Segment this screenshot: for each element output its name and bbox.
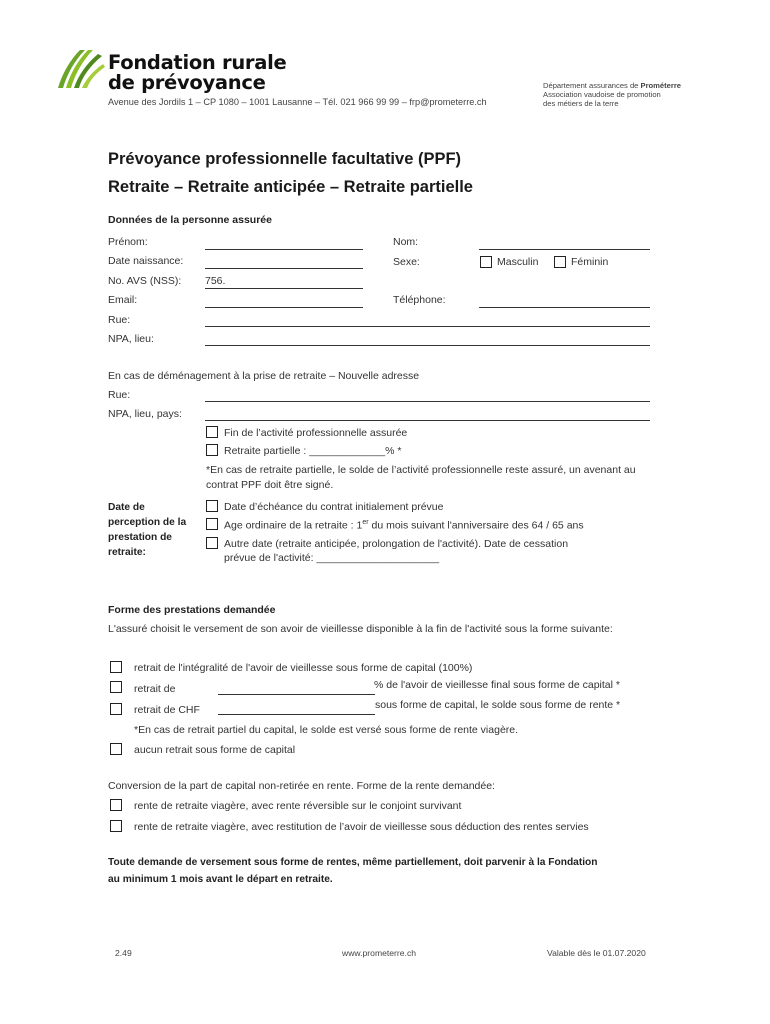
dept-line-2: Association vaudoise de promotion: [543, 90, 661, 99]
npa-field[interactable]: [205, 345, 650, 346]
move-npa-field[interactable]: [205, 420, 650, 421]
age-ordinaire-label: [224, 519, 584, 532]
echeance-label: Date d’échéance du contrat initialement prévue: [224, 501, 444, 513]
rente-reversible-checkbox[interactable]: [110, 799, 122, 811]
masculin-checkbox[interactable]: [480, 256, 492, 268]
retrait-pct-checkbox[interactable]: [110, 681, 122, 693]
move-npa-label: NPA, lieu, pays:: [108, 408, 182, 420]
insured-heading: Données de la personne assurée: [108, 214, 272, 226]
date-naissance-field[interactable]: [205, 268, 363, 269]
conversion-intro: Conversion de la part de capital non-retirée en rente. Forme de la rente demandée:: [108, 780, 495, 792]
age-ordinaire-sup: er: [362, 519, 369, 526]
retraite-partielle-label: Retraite partielle : _____________% *: [224, 445, 402, 457]
footer-validity: Valable dès le 01.07.2020: [547, 948, 646, 958]
dept-line-3: des métiers de la terre: [543, 99, 619, 108]
footer-code: 2.49: [115, 948, 132, 958]
notice-line-1: Toute demande de versement sous forme de rentes, même partiellement, doit parvenir à la Fondation: [108, 857, 598, 868]
feminin-checkbox[interactable]: [554, 256, 566, 268]
rente-restitution-label: rente de retraite viagère, avec restitution de l’avoir de vieillesse sous déduction des rentes servies: [134, 821, 589, 833]
move-rue-field[interactable]: [205, 401, 650, 402]
aucun-retrait-checkbox[interactable]: [110, 743, 122, 755]
notice-line-2: au minimum 1 mois avant le départ en retraite.: [108, 874, 333, 885]
integralite-label: retrait de l'intégralité de l'avoir de vieillesse sous forme de capital (100%): [134, 662, 473, 674]
title-line-1: Prévoyance professionnelle facultative (PPF): [108, 150, 462, 168]
npa-label: NPA, lieu:: [108, 333, 154, 345]
aucun-retrait-label: aucun retrait sous forme de capital: [134, 744, 296, 756]
autre-date-line-2: prévue de l'activité: _____________________: [224, 552, 440, 564]
header-address: Avenue des Jordils 1 – CP 1080 – 1001 Lausanne – Tél. 021 966 99 99 – frp@prometerre.ch: [108, 97, 487, 107]
retrait-pct-field[interactable]: [218, 694, 375, 695]
age-ordinaire-post: du mois suivant l'anniversaire des 64 / 65 ans: [368, 519, 584, 532]
rue-label: Rue:: [108, 314, 131, 326]
prenom-field[interactable]: [205, 249, 363, 250]
fin-activite-checkbox[interactable]: [206, 426, 218, 438]
retrait-chf-label: retrait de CHF: [134, 704, 200, 716]
avs-field[interactable]: [205, 288, 363, 289]
email-field[interactable]: [205, 307, 363, 308]
logo-line-2: de prévoyance: [108, 71, 266, 94]
dept-line-1: [543, 81, 681, 90]
sexe-label: Sexe:: [393, 256, 420, 268]
logo-mark-icon: [56, 46, 106, 90]
rente-reversible-label: rente de retraite viagère, avec rente réversible sur le conjoint survivant: [134, 800, 462, 812]
date-naissance-label: Date naissance:: [108, 255, 184, 267]
telephone-label: Téléphone:: [393, 294, 446, 306]
retrait-pct-label: retrait de: [134, 683, 176, 695]
rue-field[interactable]: [205, 326, 650, 327]
title-line-2: Retraite – Retraite anticipée – Retraite partielle: [108, 178, 473, 196]
retrait-pct-suffix: % de l'avoir de vieillesse final sous forme de capital *: [374, 679, 620, 691]
forme-intro: L'assuré choisit le versement de son avoir de vieillesse disponible à la fin de l'activité sous la forme suivante:: [108, 623, 613, 635]
move-intro: En cas de déménagement à la prise de retraite – Nouvelle adresse: [108, 370, 420, 382]
logo-line-1: Fondation rurale: [108, 51, 287, 74]
masculin-label: Masculin: [497, 256, 539, 268]
rente-restitution-checkbox[interactable]: [110, 820, 122, 832]
nom-label: Nom:: [393, 236, 419, 248]
dept-prefix: Département assurances de: [543, 81, 641, 90]
retrait-chf-field[interactable]: [218, 714, 375, 715]
retrait-chf-suffix: sous forme de capital, le solde sous forme de rente *: [375, 699, 621, 711]
age-ordinaire-pre: Age ordinaire de la retraite : 1: [224, 519, 363, 532]
feminin-label: Féminin: [571, 256, 609, 268]
autre-date-checkbox[interactable]: [206, 537, 218, 549]
prenom-label: Prénom:: [108, 236, 148, 248]
integralite-checkbox[interactable]: [110, 661, 122, 673]
dept-brand: Prométerre: [640, 81, 682, 90]
move-rue-label: Rue:: [108, 389, 131, 401]
fin-activite-label: Fin de l’activité professionnelle assurée: [224, 427, 408, 439]
retrait-note: *En cas de retrait partiel du capital, le solde est versé sous forme de rente viagère.: [134, 724, 519, 736]
telephone-field[interactable]: [479, 307, 650, 308]
age-ordinaire-checkbox[interactable]: [206, 518, 218, 530]
avs-label: No. AVS (NSS):: [108, 275, 182, 287]
forme-heading: Forme des prestations demandée: [108, 604, 276, 616]
footer-website[interactable]: www.prometerre.ch: [342, 948, 417, 958]
echeance-checkbox[interactable]: [206, 500, 218, 512]
retraite-partielle-checkbox[interactable]: [206, 444, 218, 456]
perception-label: Date de perception de la prestation de retraite:: [108, 502, 187, 558]
autre-date-line-1: Autre date (retraite anticipée, prolongation de l'activité). Date de cessation: [224, 538, 569, 550]
nom-field[interactable]: [479, 249, 650, 250]
email-label: Email:: [108, 294, 138, 306]
partielle-note: *En cas de retraite partielle, le solde de l’activité professionnelle reste assuré, un avenant au contrat PPF doit être signé.: [206, 464, 636, 491]
avs-value: 756.: [205, 275, 226, 287]
retrait-chf-checkbox[interactable]: [110, 703, 122, 715]
